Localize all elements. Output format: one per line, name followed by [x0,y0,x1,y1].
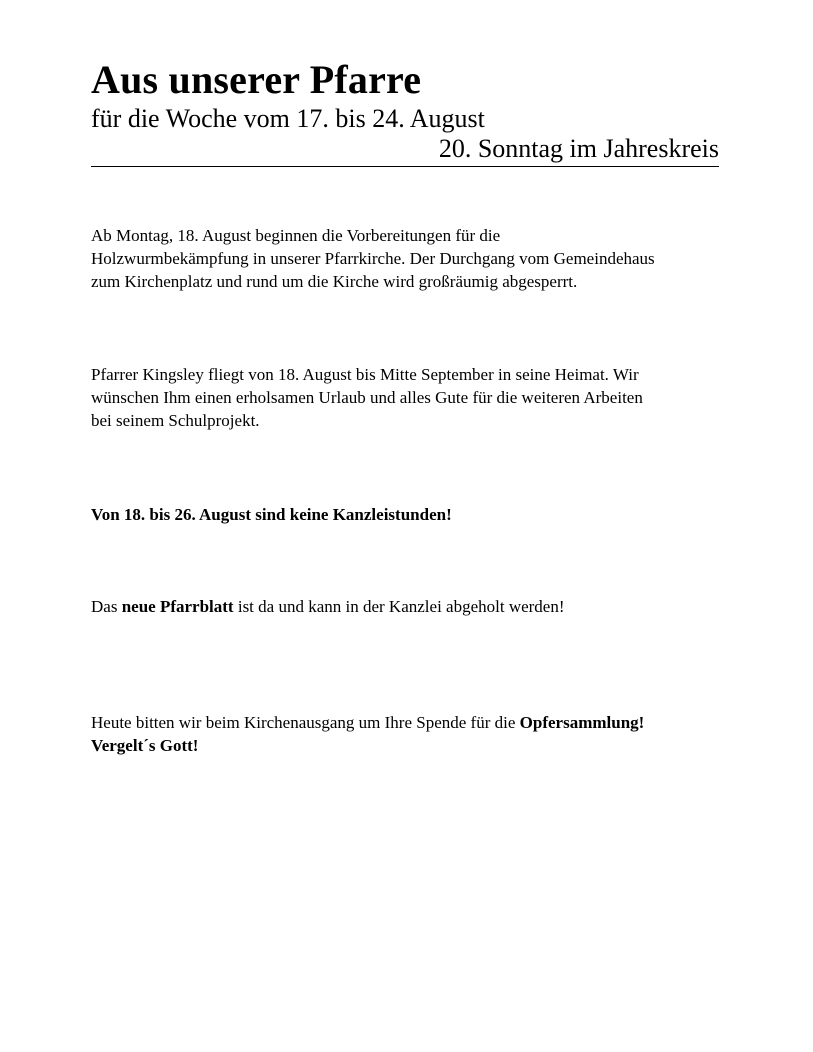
announcement-closing: Vergelt´s Gott! [91,736,199,755]
announcement-line: Ab Montag, 18. August beginnen die Vorbereitungen für die [91,226,501,245]
announcement-woodworm [91,224,731,293]
announcement-line: Holzwurmbekämpfung in unserer Pfarrkirche. Der Durchgang vom Gemeindehaus [91,249,655,268]
week-subtitle: für die Woche vom 17. bis 24. August [91,104,485,133]
announcement-pastor-trip [91,363,731,432]
announcement-line: zum Kirchenplatz und rund um die Kirche wird großräumig abgesperrt. [91,272,578,291]
announcement-emphasis: neue Pfarrblatt [121,597,234,616]
announcement-emphasis: Opfersammlung! [519,713,645,732]
announcement-text: ist da und kann in der Kanzlei abgeholt werden! [233,597,565,616]
announcement-line: Pfarrer Kingsley fliegt von 18. August bis Mitte September in seine Heimat. Wir [91,365,639,384]
announcement-parish-newsletter [91,595,731,618]
announcement-office-hours: Von 18. bis 26. August sind keine Kanzleistunden! [91,505,452,524]
page-title: Aus unserer Pfarre [91,57,422,102]
announcement-line: wünschen Ihm einen erholsamen Urlaub und alles Gute für die weiteren Arbeiten [91,388,643,407]
announcement-text: Das [91,597,122,616]
announcement-text: Heute bitten wir beim Kirchenausgang um Ihre Spende für die [91,713,520,732]
bulletin-header [91,56,719,167]
announcement-collection [91,711,731,757]
announcement-line: bei seinem Schulprojekt. [91,411,260,430]
liturgical-sunday: 20. Sonntag im Jahreskreis [91,134,719,167]
